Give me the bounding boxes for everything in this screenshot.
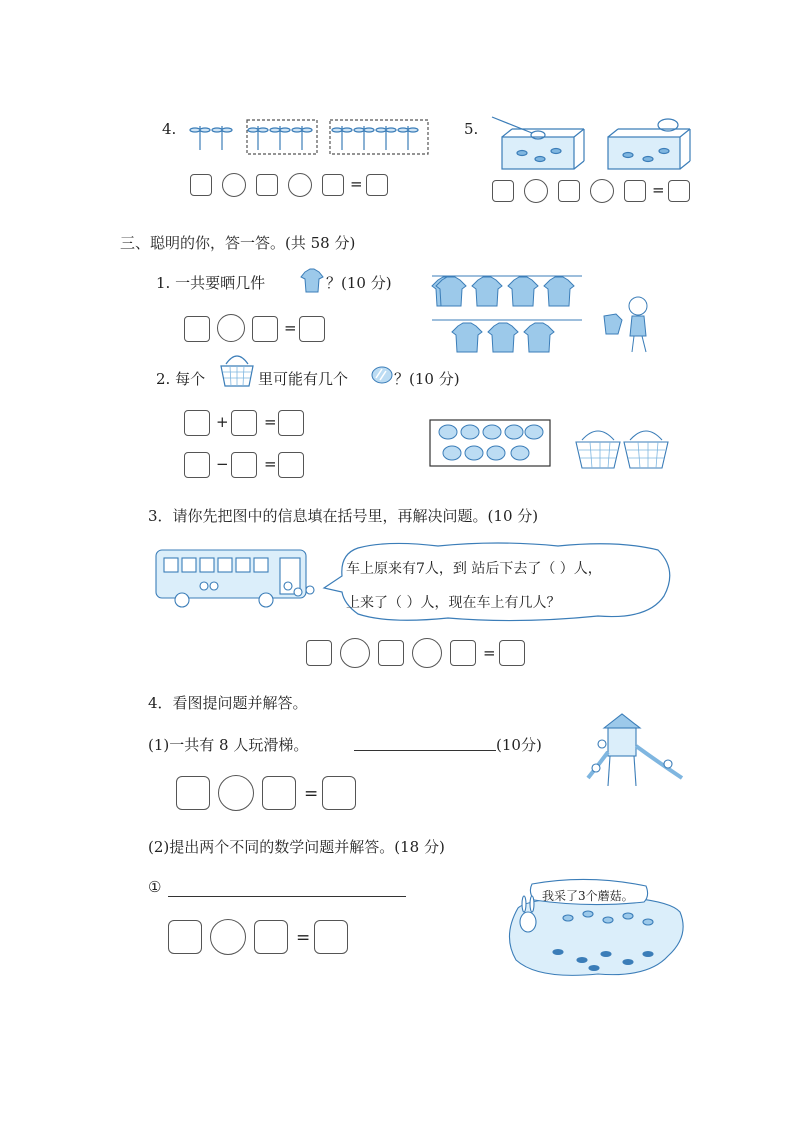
minus-sign: − [216,455,229,473]
q4-sub1-text: (1)一共有 8 人玩滑梯。 [148,736,309,754]
basket-icon [218,350,256,388]
answer-box[interactable] [252,316,278,342]
answer-box[interactable] [231,452,257,478]
q2-text-post: ？(10 分) [394,370,460,388]
answer-box[interactable] [262,776,296,810]
bubble-line-2: 上来了（ ）人，现在车上有几人？ [346,595,561,611]
answer-box[interactable] [492,180,514,202]
answer-box[interactable] [168,920,202,954]
answer-box[interactable] [254,920,288,954]
bubble-line-1: 车上原来有7人，到 站后下去了（ ）人， [346,561,602,577]
result-box[interactable] [499,640,525,666]
equals-sign: = [296,928,311,948]
bus-illustration [154,548,324,616]
problem-5-number: 5. [464,120,479,138]
equals-sign: = [350,175,363,193]
result-box[interactable] [366,174,388,196]
equals-sign: = [264,413,277,431]
equals-sign: = [652,181,665,199]
equals-sign: = [483,644,496,662]
answer-box[interactable] [558,180,580,202]
answer-box[interactable] [184,316,210,342]
rabbit-speech-text: 我采了3个蘑菇。 [542,889,634,903]
q3-title: 3．请你先把图中的信息填在括号里，再解决问题。(10 分) [148,507,539,525]
plus-sign: + [216,413,229,431]
operator-circle[interactable] [524,179,548,203]
result-box[interactable] [299,316,325,342]
eggs-and-baskets-illustration [428,418,668,474]
result-box[interactable] [668,180,690,202]
answer-box[interactable] [450,640,476,666]
result-box[interactable] [278,410,304,436]
q2-text-pre: 2. 每个 [156,370,206,388]
result-box[interactable] [322,776,356,810]
answer-box[interactable] [184,410,210,436]
equals-sign: = [304,784,319,804]
operator-circle[interactable] [412,638,442,668]
answer-box[interactable] [176,776,210,810]
speech-bubble [318,540,678,626]
section-3-title: 三、聪明的你，答一答。(共 58 分) [120,234,356,252]
q4-sub1-answer-line[interactable] [354,750,496,751]
fish-tanks-illustration [492,115,692,175]
answer-box[interactable] [624,180,646,202]
egg-icon [370,364,394,386]
operator-circle[interactable] [217,314,245,342]
operator-circle[interactable] [222,173,246,197]
shirts-on-line-illustration [432,270,662,360]
equals-sign: = [264,455,277,473]
q4-question-1-marker: ① [148,878,162,896]
q4-title: 4．看图提问题并解答。 [148,694,308,712]
operator-circle[interactable] [288,173,312,197]
q1-text-post: ？(10 分) [326,274,392,292]
q4-question-1-line[interactable] [168,896,406,897]
operator-circle[interactable] [218,775,254,811]
q4-sub2-text: (2)提出两个不同的数学问题并解答。(18 分) [148,838,445,856]
operator-circle[interactable] [210,919,246,955]
answer-box[interactable] [378,640,404,666]
answer-box[interactable] [256,174,278,196]
q4-sub1-score: (10分) [496,736,542,754]
result-box[interactable] [278,452,304,478]
slide-illustration [582,712,692,792]
problem-4-number: 4. [162,120,177,138]
q1-text-pre: 1. 一共要晒几件 [156,274,266,292]
operator-circle[interactable] [590,179,614,203]
equals-sign: = [284,319,297,337]
answer-box[interactable] [306,640,332,666]
answer-box[interactable] [190,174,212,196]
shirt-icon [299,266,325,294]
operator-circle[interactable] [340,638,370,668]
answer-box[interactable] [231,410,257,436]
result-box[interactable] [314,920,348,954]
answer-box[interactable] [184,452,210,478]
q2-text-mid: 里可能有几个 [258,370,349,388]
answer-box[interactable] [322,174,344,196]
dragonflies-illustration [190,118,430,158]
